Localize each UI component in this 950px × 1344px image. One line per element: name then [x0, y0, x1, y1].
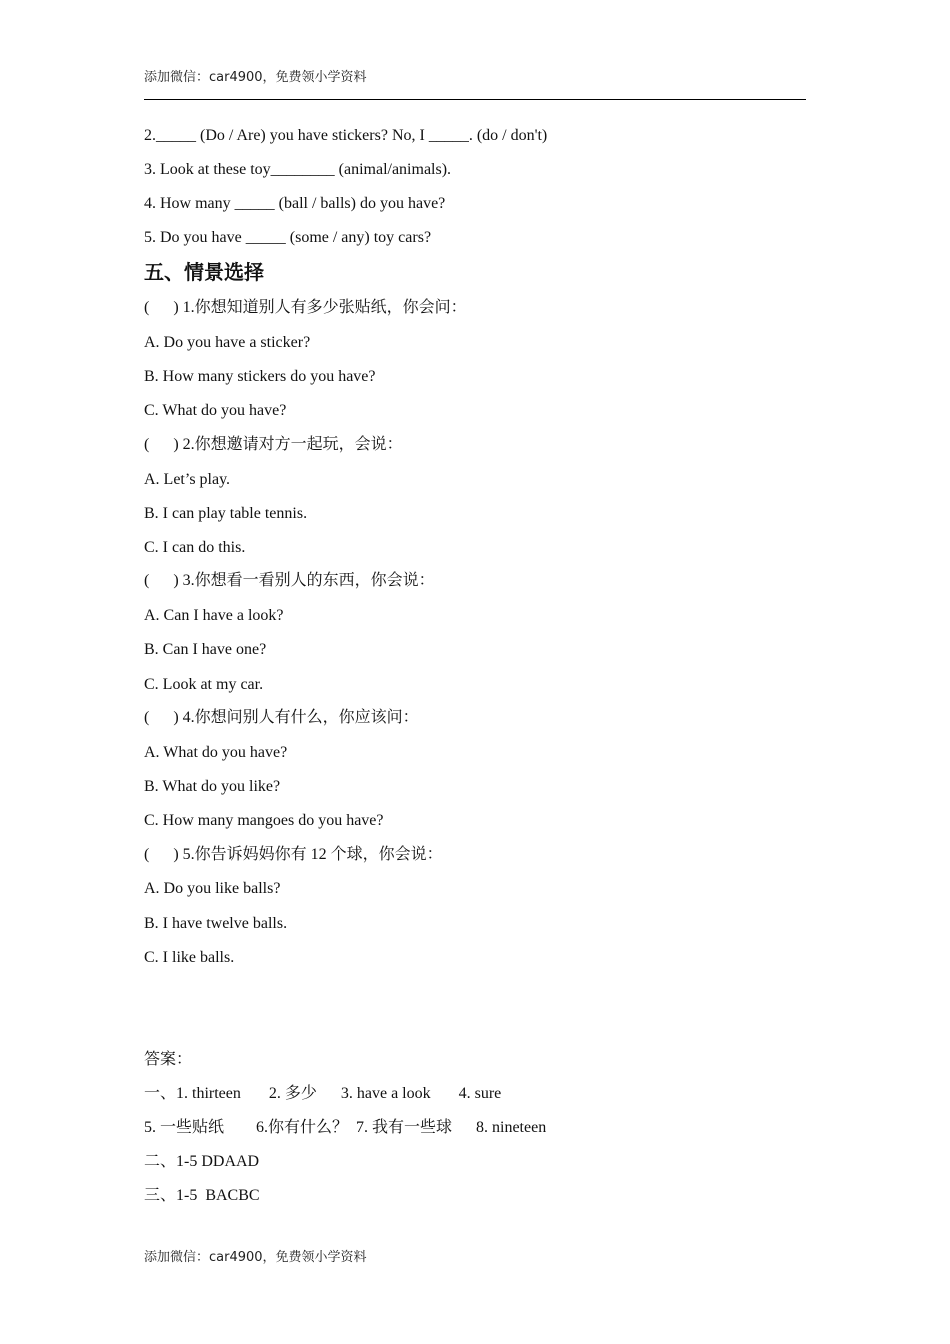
- question-4-option-c: C. How many mangoes do you have?: [144, 812, 384, 829]
- page-header: 添加微信：car4900，免费领小学资料: [144, 70, 367, 85]
- question-2-option-b: B. I can play table tennis.: [144, 505, 308, 522]
- question-5-option-b: B. I have twelve balls.: [144, 915, 288, 932]
- question-1-option-c: C. What do you have?: [144, 402, 287, 419]
- question-4-option-a: A. What do you have?: [144, 744, 288, 761]
- question-5-option-c: C. I like balls.: [144, 949, 235, 966]
- fill-blank-item-2: 2._____ (Do / Are) you have stickers? No, I _____. (do / don't): [144, 127, 548, 144]
- answers-line-2: 5. 一些贴纸 6.你有什么？ 7. 我有一些球 8. nineteen: [144, 1119, 547, 1136]
- question-3-option-a: A. Can I have a look?: [144, 607, 284, 624]
- question-2-prompt: ( ) 2.你想邀请对方一起玩，会说：: [144, 436, 403, 453]
- question-5-option-a: A. Do you like balls?: [144, 880, 281, 897]
- question-3-option-b: B. Can I have one?: [144, 641, 267, 658]
- answers-line-3: 二、1-5 DDAAD: [144, 1153, 260, 1170]
- header-divider: [144, 99, 806, 100]
- question-2-option-a: A. Let’s play.: [144, 471, 231, 488]
- question-4-option-b: B. What do you like?: [144, 778, 281, 795]
- page-footer: 添加微信：car4900，免费领小学资料: [144, 1250, 367, 1265]
- question-3-option-c: C. Look at my car.: [144, 676, 264, 693]
- section-title-situational-choice: 五、情景选择: [144, 260, 264, 284]
- question-1-option-b: B. How many stickers do you have?: [144, 368, 376, 385]
- answers-label: 答案：: [144, 1051, 193, 1068]
- question-3-prompt: ( ) 3.你想看一看别人的东西，你会说：: [144, 572, 435, 589]
- fill-blank-item-3: 3. Look at these toy________ (animal/animals).: [144, 161, 452, 178]
- answers-line-4: 三、1-5 BACBC: [144, 1187, 260, 1204]
- question-1-prompt: ( ) 1.你想知道别人有多少张贴纸，你会问：: [144, 299, 467, 316]
- answers-line-1: 一、1. thirteen 2. 多少 3. have a look 4. sure: [144, 1085, 502, 1102]
- question-1-option-a: A. Do you have a sticker?: [144, 334, 311, 351]
- question-2-option-c: C. I can do this.: [144, 539, 246, 556]
- fill-blank-item-4: 4. How many _____ (ball / balls) do you have?: [144, 195, 446, 212]
- question-4-prompt: ( ) 4.你想问别人有什么，你应该问：: [144, 709, 419, 726]
- question-5-prompt: ( ) 5.你告诉妈妈你有 12 个球，你会说：: [144, 846, 443, 863]
- fill-blank-item-5: 5. Do you have _____ (some / any) toy cars?: [144, 229, 432, 246]
